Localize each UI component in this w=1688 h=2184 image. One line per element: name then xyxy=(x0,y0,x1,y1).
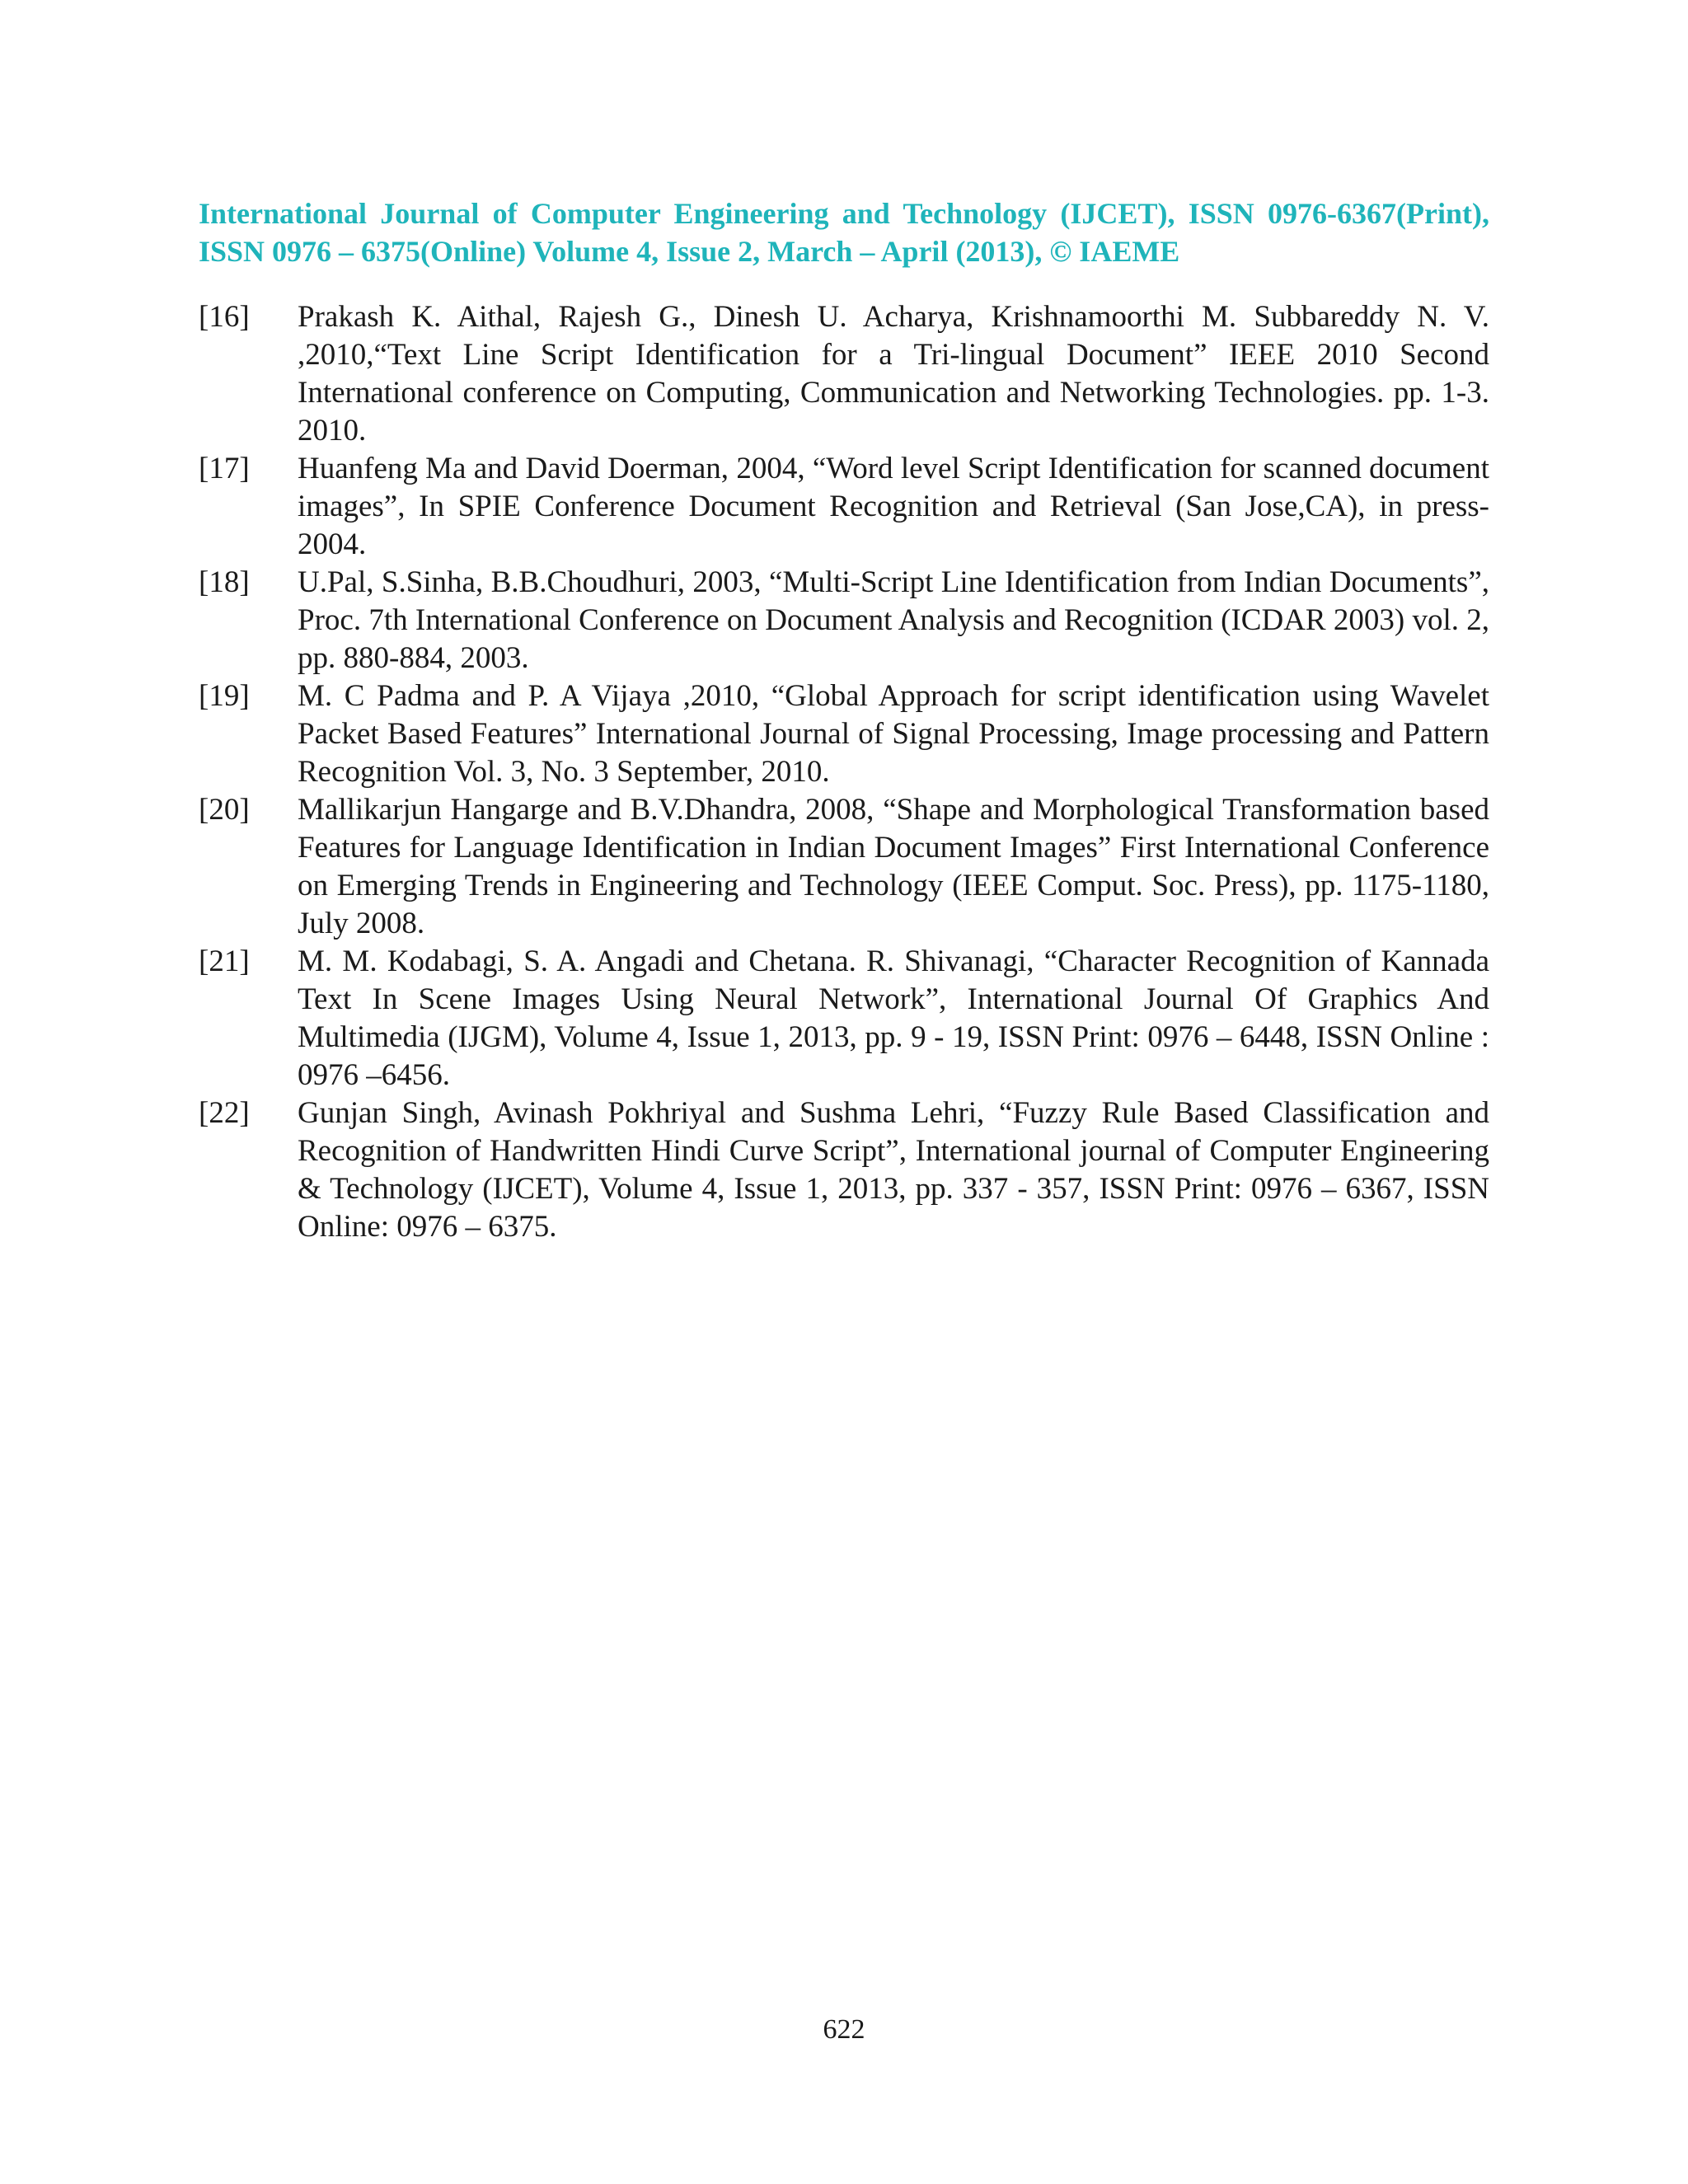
journal-header: International Journal of Computer Engineering and Technology (IJCET), ISSN 0976-6367(Print), ISSN 0976 – 6375(Online) Volume 4, Issue 2, March – April (2013), © IAEME xyxy=(199,197,1489,268)
reference-number: [20] xyxy=(199,793,250,827)
reference-text: U.Pal, S.Sinha, B.B.Choudhuri, 2003, “Multi-Script Line Identification from Indian Documents”, Proc. 7th International Conference on Document Analysis and Recognition (ICDAR 2003) vol. 2, pp. 880-884, 2003. xyxy=(298,565,1489,675)
reference-item xyxy=(199,1094,1489,1246)
reference-text: M. M. Kodabagi, S. A. Angadi and Chetana. R. Shivanagi, “Character Recognition of Kannada Text In Scene Images Using Neural Network”, International Journal Of Graphics And Multimedia (IJGM), Volume 4, Issue 1, 2013, pp. 9 - 19, ISSN Print: 0976 – 6448, ISSN Online : 0976 –6456. xyxy=(298,944,1489,1092)
reference-list xyxy=(199,298,1489,1246)
reference-number: [21] xyxy=(199,944,250,978)
reference-text: Gunjan Singh, Avinash Pokhriyal and Sushma Lehri, “Fuzzy Rule Based Classification and Recognition of Handwritten Hindi Curve Script”, International journal of Computer Engineering & Technology (IJCET), Volume 4, Issue 1, 2013, pp. 337 - 357, ISSN Print: 0976 – 6367, ISSN Online: 0976 – 6375. xyxy=(298,1096,1489,1244)
reference-number: [17] xyxy=(199,452,250,485)
reference-item xyxy=(199,298,1489,450)
reference-number: [19] xyxy=(199,679,250,713)
reference-text: M. C Padma and P. A Vijaya ,2010, “Global Approach for script identification using Wavelet Packet Based Features” International Journal of Signal Processing, Image processing and Pattern Recognition Vol. 3, No. 3 September, 2010. xyxy=(298,679,1489,789)
reference-text: Huanfeng Ma and David Doerman, 2004, “Word level Script Identification for scanned document images”, In SPIE Conference Document Recognition and Retrieval (San Jose,CA), in press-2004. xyxy=(298,452,1489,561)
reference-item xyxy=(199,677,1489,791)
reference-number: [16] xyxy=(199,300,250,334)
reference-item xyxy=(199,943,1489,1094)
reference-text: Mallikarjun Hangarge and B.V.Dhandra, 2008, “Shape and Morphological Transformation based Features for Language Identification in Indian Document Images” First International Conference on Emerging Trends in Engineering and Technology (IEEE Comput. Soc. Press), pp. 1175-1180, July 2008. xyxy=(298,793,1489,940)
reference-item xyxy=(199,791,1489,943)
reference-number: [18] xyxy=(199,565,250,599)
reference-item xyxy=(199,450,1489,564)
page-number: 622 xyxy=(823,2014,865,2045)
reference-number: [22] xyxy=(199,1096,250,1130)
reference-item xyxy=(199,564,1489,677)
reference-text: Prakash K. Aithal, Rajesh G., Dinesh U. Acharya, Krishnamoorthi M. Subbareddy N. V. ,2010,“Text Line Script Identification for a Tri-lingual Document” IEEE 2010 Second International conference on Computing, Communication and Networking Technologies. pp. 1-3. 2010. xyxy=(298,300,1489,448)
